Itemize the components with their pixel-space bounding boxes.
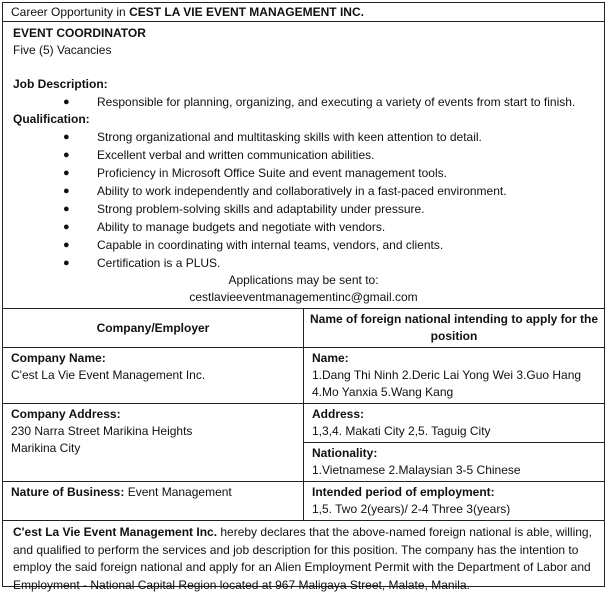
job-description-heading: Job Description: bbox=[13, 77, 108, 91]
column-header-foreign-national: Name of foreign national intending to apply for the position bbox=[304, 309, 605, 348]
qualification-heading: Qualification: bbox=[13, 112, 90, 126]
vacancies: Five (5) Vacancies bbox=[13, 43, 112, 57]
header-prefix: Career Opportunity in bbox=[11, 5, 130, 19]
business-label: Nature of Business: bbox=[11, 485, 125, 499]
list-item: ● Excellent verbal and written communication abilities. bbox=[63, 148, 375, 162]
declaration-company: C'est La Vie Event Management Inc. bbox=[13, 525, 218, 539]
apply-email[interactable]: cestlavieeventmanagementinc@gmail.com bbox=[189, 290, 418, 304]
employer-table bbox=[3, 308, 604, 521]
list-item: ● Ability to manage budgets and negotiate with vendors. bbox=[63, 220, 386, 234]
business-value: Event Management bbox=[124, 485, 232, 499]
nationality-label: Nationality: bbox=[312, 446, 378, 460]
nationality-cell bbox=[304, 443, 605, 482]
bullet-icon: ● bbox=[63, 239, 70, 251]
table-row bbox=[3, 348, 604, 404]
list-item: ● Strong problem-solving skills and adaptability under pressure. bbox=[63, 202, 425, 216]
period-value: 1,5. Two 2(years)/ 2-4 Three 3(years) bbox=[312, 502, 511, 516]
job-description-list bbox=[13, 93, 594, 111]
list-item: ● Responsible for planning, organizing, and executing a variety of events from start to finish. bbox=[63, 95, 576, 109]
period-cell bbox=[304, 482, 605, 521]
bullet-icon: ● bbox=[63, 149, 70, 161]
names-cell bbox=[304, 348, 605, 404]
bullet-icon: ● bbox=[63, 203, 70, 215]
foreign-names: 1.Dang Thi Ninh 2.Deric Lai Yong Wei 3.Guo Hang 4.Mo Yanxia 5.Wang Kang bbox=[312, 368, 582, 399]
list-item: ● Strong organizational and multitasking skills with keen attention to detail. bbox=[63, 130, 482, 144]
bullet-icon: ● bbox=[63, 167, 70, 179]
list-item: ● Proficiency in Microsoft Office Suite and event management tools. bbox=[63, 166, 447, 180]
business-cell bbox=[3, 482, 304, 521]
period-label: Intended period of employment: bbox=[312, 485, 495, 499]
qualification-list bbox=[13, 128, 594, 272]
table-row bbox=[3, 404, 604, 443]
apply-instructions: Applications may be sent to: bbox=[228, 273, 379, 287]
declaration-text: hereby declares that the above-named foreign national is able, willing, and qualified to perform the services and job description for this position. The company has the intention to employ the said foreign national and apply for an Alien Employment Permit with the Department of Labor and Employment - National Capital Region located at 967 Maligaya Street, Malate, Manila. bbox=[13, 525, 592, 592]
company-name-label: Company Name: bbox=[11, 351, 106, 365]
company-name: C'est La Vie Event Management Inc. bbox=[11, 368, 206, 382]
list-item: ● Certification is a PLUS. bbox=[63, 256, 221, 270]
address-value: 1,3,4. Makati City 2,5. Taguig City bbox=[312, 424, 491, 438]
bullet-icon: ● bbox=[63, 221, 70, 233]
company-address-cell bbox=[3, 404, 304, 482]
company-address-label: Company Address: bbox=[11, 407, 121, 421]
address-cell bbox=[304, 404, 605, 443]
bullet-icon: ● bbox=[63, 96, 70, 108]
address-label: Address: bbox=[312, 407, 365, 421]
list-item: ● Capable in coordinating with internal teams, vendors, and clients. bbox=[63, 238, 444, 252]
nationality-value: 1.Vietnamese 2.Malaysian 3-5 Chinese bbox=[312, 463, 521, 477]
bullet-icon: ● bbox=[63, 257, 70, 269]
job-details bbox=[3, 22, 604, 308]
bullet-icon: ● bbox=[63, 185, 70, 197]
table-row bbox=[3, 482, 604, 521]
column-header-employer: Company/Employer bbox=[3, 309, 304, 348]
bullet-icon: ● bbox=[63, 131, 70, 143]
company-address-line-2: Marikina City bbox=[11, 441, 81, 455]
company-heading: CEST LA VIE EVENT MANAGEMENT INC. bbox=[129, 5, 364, 19]
job-notice bbox=[2, 2, 605, 592]
declaration bbox=[3, 521, 604, 594]
notice-header bbox=[3, 3, 604, 22]
position-title: EVENT COORDINATOR bbox=[13, 26, 146, 40]
name-label: Name: bbox=[312, 351, 349, 365]
company-name-cell bbox=[3, 348, 304, 404]
list-item: ● Ability to work independently and collaboratively in a fast-paced environment. bbox=[63, 184, 507, 198]
company-address-line-1: 230 Narra Street Marikina Heights bbox=[11, 424, 193, 438]
